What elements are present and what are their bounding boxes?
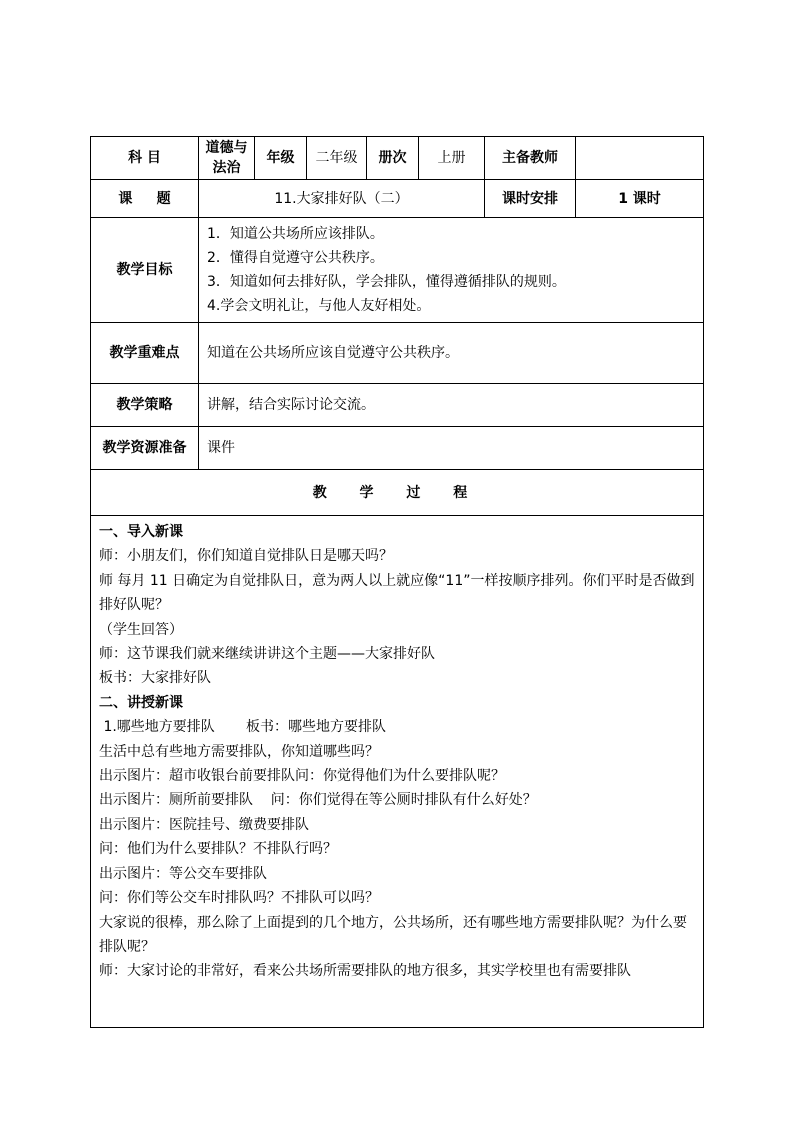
process-line: 问：你们等公交车时排队吗？不排队可以吗？ [99, 890, 379, 907]
goal-item: 4.学会文明礼让，与他人友好相处。 [207, 298, 431, 314]
lesson-plan-table [90, 136, 704, 1028]
section-heading: 一、导入新课 [99, 524, 183, 540]
goals-label: 教学目标 [91, 218, 199, 323]
schedule-label: 课时安排 [485, 180, 576, 218]
subject-label: 科 目 [91, 137, 199, 180]
volume-value: 上册 [419, 137, 485, 180]
strategy-row [91, 384, 704, 427]
process-line: 大家说的很棒，那么除了上面提到的几个地方，公共场所，还有哪些地方需要排队呢？为什么要排队呢？ [99, 914, 687, 955]
process-line: 问：他们为什么要排队？不排队行吗？ [99, 841, 337, 858]
process-line: （学生回答） [99, 621, 183, 638]
resources-row [91, 427, 704, 470]
goals-row [91, 218, 704, 323]
process-line: 1.哪些地方要排队 板书：哪些地方要排队 [99, 719, 386, 736]
process-line: 板书：大家排好队 [99, 670, 211, 687]
process-line: 生活中总有些地方需要排队，你知道哪些吗？ [99, 743, 379, 760]
topic-label: 课 题 [91, 180, 199, 218]
process-body-row [91, 516, 704, 1028]
process-line: 出示图片：医院挂号、缴费要排队 [99, 816, 309, 833]
teacher-label: 主备教师 [485, 137, 576, 180]
key-points-label: 教学重难点 [91, 323, 199, 384]
process-title: 教 学 过 程 [91, 470, 704, 516]
process-line: 师：大家讨论的非常好，看来公共场所需要排队的地方很多，其实学校里也有需要排队 [99, 963, 631, 980]
process-body [91, 516, 704, 1028]
resources-value: 课件 [199, 427, 704, 470]
grade-label: 年级 [255, 137, 307, 180]
process-line: 出示图片：超市收银台前要排队问：你觉得他们为什么要排队呢？ [99, 768, 505, 785]
meta-row [91, 137, 704, 180]
section-heading: 二、讲授新课 [99, 694, 183, 711]
process-line: 师：这节课我们就来继续讲讲这个主题——大家排好队 [99, 646, 435, 663]
goal-item: 3．知道如何去排好队，学会排队，懂得遵循排队的规则。 [207, 274, 566, 290]
process-title-row [91, 470, 704, 516]
grade-value: 二年级 [307, 137, 367, 180]
goal-item: 2．懂得自觉遵守公共秩序。 [207, 250, 384, 266]
key-points-row [91, 323, 704, 384]
goal-item: 1．知道公共场所应该排队。 [207, 226, 384, 242]
goals-list [199, 218, 704, 323]
schedule-value: 1 课时 [576, 180, 704, 218]
subject-value: 道德与法治 [199, 137, 255, 180]
topic-row [91, 180, 704, 218]
volume-label: 册次 [367, 137, 419, 180]
key-points-value: 知道在公共场所应该自觉遵守公共秩序。 [199, 323, 704, 384]
process-line: 师：小朋友们，你们知道自觉排队日是哪天吗？ [99, 548, 393, 565]
process-line: 师 每月 11 日确定为自觉排队日，意为两人以上就应像“11”一样按顺序排列。你们平时是否做到排好队呢？ [99, 572, 695, 614]
process-line: 出示图片：厕所前要排队 问：你们觉得在等公厕时排队有什么好处？ [99, 792, 537, 809]
strategy-label: 教学策略 [91, 384, 199, 427]
strategy-value: 讲解，结合实际讨论交流。 [199, 384, 704, 427]
teacher-value [576, 137, 704, 180]
process-line: 出示图片：等公交车要排队 [99, 865, 267, 882]
topic-value: 11.大家排好队（二） [199, 180, 485, 218]
resources-label: 教学资源准备 [91, 427, 199, 470]
